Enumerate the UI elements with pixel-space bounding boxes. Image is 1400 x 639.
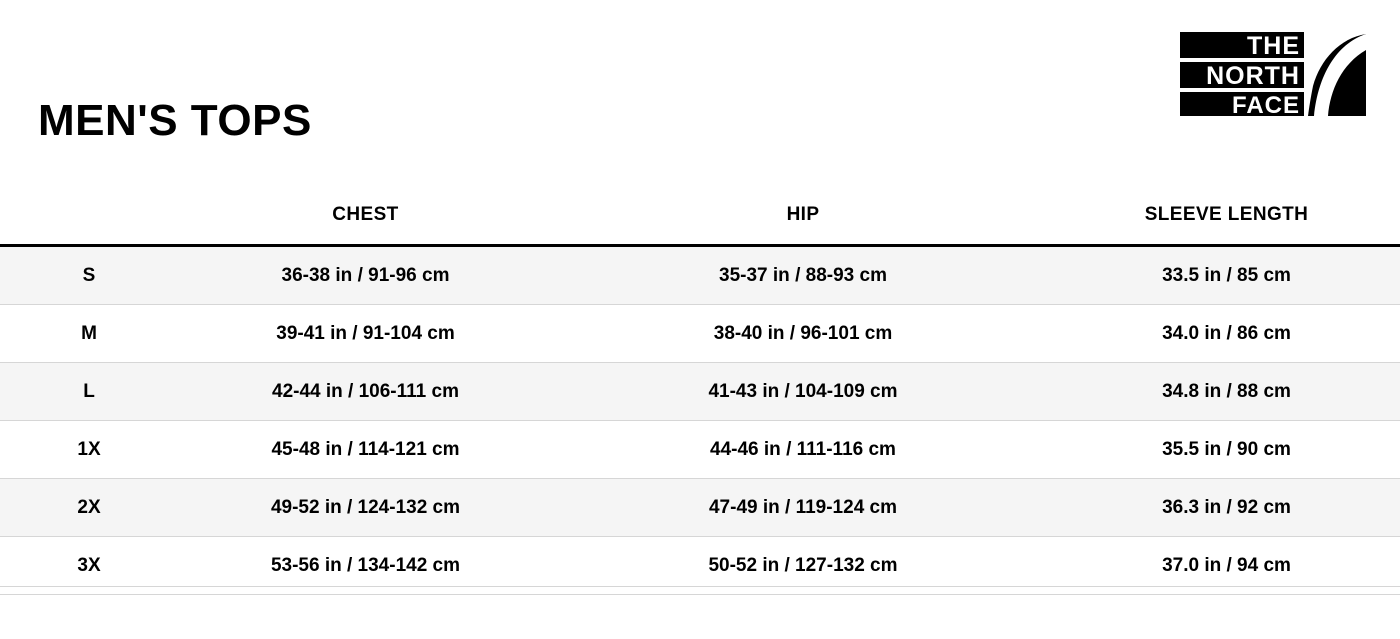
table-body [0, 246, 1400, 595]
cell-hip: 47-49 in / 119-124 cm [553, 479, 1053, 537]
cell-hip: 35-37 in / 88-93 cm [553, 246, 1053, 305]
svg-text:THE: THE [1247, 32, 1300, 60]
cell-size: L [0, 363, 178, 421]
cell-sleeve: 37.0 in / 94 cm [1053, 537, 1400, 595]
cell-sleeve: 34.0 in / 86 cm [1053, 305, 1400, 363]
cell-hip: 38-40 in / 96-101 cm [553, 305, 1053, 363]
table-row [0, 421, 1400, 479]
cell-chest: 45-48 in / 114-121 cm [178, 421, 553, 479]
table-header [0, 186, 1400, 246]
cell-size: 2X [0, 479, 178, 537]
cell-size: 3X [0, 537, 178, 595]
size-chart-table [0, 186, 1400, 595]
cell-sleeve: 33.5 in / 85 cm [1053, 246, 1400, 305]
cell-hip: 41-43 in / 104-109 cm [553, 363, 1053, 421]
table-row [0, 479, 1400, 537]
column-header-chest: CHEST [178, 186, 553, 246]
table-header-row [0, 186, 1400, 246]
cell-sleeve: 35.5 in / 90 cm [1053, 421, 1400, 479]
cell-chest: 53-56 in / 134-142 cm [178, 537, 553, 595]
table-row [0, 305, 1400, 363]
column-header-hip: HIP [553, 186, 1053, 246]
column-header-sleeve-length: SLEEVE LENGTH [1053, 186, 1400, 246]
cell-sleeve: 34.8 in / 88 cm [1053, 363, 1400, 421]
column-header-size [0, 186, 178, 246]
cell-size: 1X [0, 421, 178, 479]
table-bottom-rule [0, 586, 1400, 587]
cell-chest: 42-44 in / 106-111 cm [178, 363, 553, 421]
cell-chest: 39-41 in / 91-104 cm [178, 305, 553, 363]
the-north-face-logo [1180, 28, 1366, 120]
svg-text:NORTH: NORTH [1206, 62, 1300, 90]
cell-hip: 44-46 in / 111-116 cm [553, 421, 1053, 479]
table-row [0, 246, 1400, 305]
page-title: MEN'S TOPS [38, 96, 312, 146]
cell-sleeve: 36.3 in / 92 cm [1053, 479, 1400, 537]
cell-size: M [0, 305, 178, 363]
cell-chest: 49-52 in / 124-132 cm [178, 479, 553, 537]
cell-hip: 50-52 in / 127-132 cm [553, 537, 1053, 595]
cell-size: S [0, 246, 178, 305]
svg-text:FACE: FACE [1231, 92, 1300, 119]
page-header [0, 0, 1400, 180]
cell-chest: 36-38 in / 91-96 cm [178, 246, 553, 305]
table-row [0, 363, 1400, 421]
